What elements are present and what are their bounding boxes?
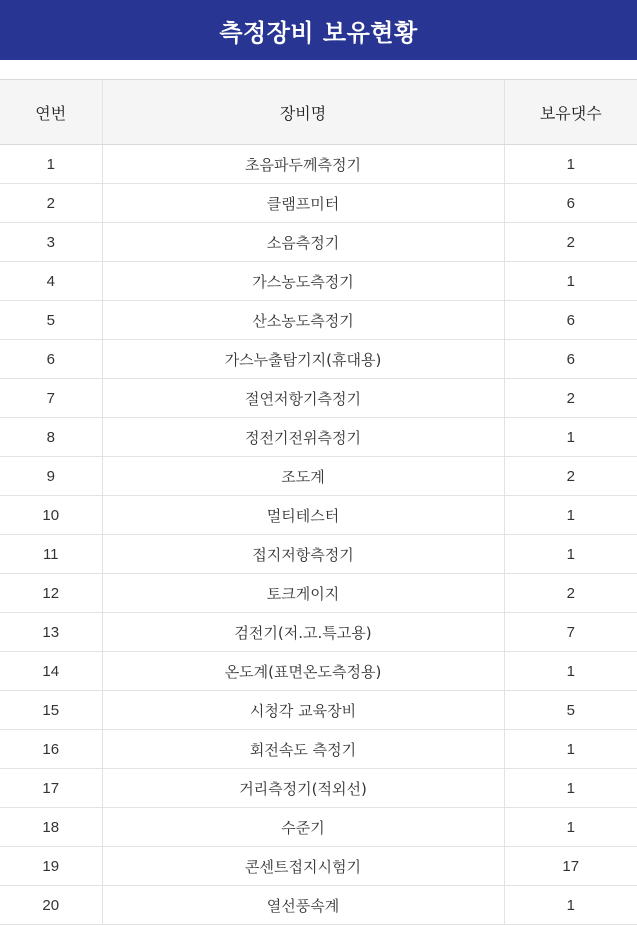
- cell-no: 7: [0, 379, 102, 418]
- cell-count: 2: [504, 223, 637, 262]
- cell-no: 9: [0, 457, 102, 496]
- cell-name: 토크게이지: [102, 574, 504, 613]
- cell-count: 2: [504, 574, 637, 613]
- cell-name: 접지저항측정기: [102, 535, 504, 574]
- cell-count: 6: [504, 184, 637, 223]
- table-row: [0, 262, 637, 301]
- table-row: [0, 340, 637, 379]
- cell-count: 1: [504, 535, 637, 574]
- table-body: [0, 145, 637, 925]
- cell-no: 1: [0, 145, 102, 184]
- cell-name: 온도계(표면온도측정용): [102, 652, 504, 691]
- table-row: [0, 613, 637, 652]
- cell-count: 17: [504, 847, 637, 886]
- cell-count: 1: [504, 496, 637, 535]
- cell-no: 20: [0, 886, 102, 925]
- cell-count: 1: [504, 262, 637, 301]
- cell-name: 소음측정기: [102, 223, 504, 262]
- header-name: 장비명: [102, 80, 504, 145]
- cell-name: 검전기(저.고.특고용): [102, 613, 504, 652]
- cell-count: 1: [504, 652, 637, 691]
- cell-no: 16: [0, 730, 102, 769]
- table-row: [0, 808, 637, 847]
- cell-name: 회전속도 측정기: [102, 730, 504, 769]
- cell-no: 2: [0, 184, 102, 223]
- cell-count: 1: [504, 769, 637, 808]
- cell-no: 10: [0, 496, 102, 535]
- cell-count: 6: [504, 301, 637, 340]
- table-row: [0, 652, 637, 691]
- table-row: [0, 184, 637, 223]
- cell-no: 15: [0, 691, 102, 730]
- cell-no: 11: [0, 535, 102, 574]
- cell-name: 열선풍속계: [102, 886, 504, 925]
- table-row: [0, 457, 637, 496]
- cell-name: 정전기전위측정기: [102, 418, 504, 457]
- cell-no: 8: [0, 418, 102, 457]
- header-no: 연번: [0, 80, 102, 145]
- cell-count: 2: [504, 457, 637, 496]
- table-row: [0, 418, 637, 457]
- cell-name: 조도계: [102, 457, 504, 496]
- cell-name: 시청각 교육장비: [102, 691, 504, 730]
- table-row: [0, 379, 637, 418]
- cell-name: 멀티테스터: [102, 496, 504, 535]
- cell-count: 1: [504, 730, 637, 769]
- table-row: [0, 886, 637, 925]
- cell-no: 12: [0, 574, 102, 613]
- cell-name: 가스농도측정기: [102, 262, 504, 301]
- cell-no: 4: [0, 262, 102, 301]
- cell-no: 13: [0, 613, 102, 652]
- table-row: [0, 691, 637, 730]
- table-row: [0, 301, 637, 340]
- cell-count: 1: [504, 418, 637, 457]
- table-row: [0, 535, 637, 574]
- cell-no: 6: [0, 340, 102, 379]
- page-title-banner: [0, 0, 637, 60]
- table-row: [0, 223, 637, 262]
- cell-count: 1: [504, 886, 637, 925]
- equipment-table: [0, 79, 637, 925]
- cell-name: 거리측정기(적외선): [102, 769, 504, 808]
- table-row: [0, 145, 637, 184]
- cell-no: 3: [0, 223, 102, 262]
- table-row: [0, 574, 637, 613]
- cell-no: 19: [0, 847, 102, 886]
- cell-count: 2: [504, 379, 637, 418]
- cell-count: 1: [504, 145, 637, 184]
- cell-no: 14: [0, 652, 102, 691]
- cell-no: 5: [0, 301, 102, 340]
- cell-no: 18: [0, 808, 102, 847]
- cell-name: 수준기: [102, 808, 504, 847]
- table-row: [0, 730, 637, 769]
- table-row: [0, 769, 637, 808]
- cell-name: 초음파두께측정기: [102, 145, 504, 184]
- cell-name: 클램프미터: [102, 184, 504, 223]
- cell-name: 가스누출탐기지(휴대용): [102, 340, 504, 379]
- cell-name: 콘센트접지시험기: [102, 847, 504, 886]
- table-row: [0, 847, 637, 886]
- cell-count: 1: [504, 808, 637, 847]
- cell-no: 17: [0, 769, 102, 808]
- table-header-row: [0, 80, 637, 145]
- table-row: [0, 496, 637, 535]
- page-title: 측정장비 보유현황: [219, 18, 418, 47]
- header-count: 보유댓수: [504, 80, 637, 145]
- cell-name: 산소농도측정기: [102, 301, 504, 340]
- cell-count: 7: [504, 613, 637, 652]
- cell-count: 5: [504, 691, 637, 730]
- cell-count: 6: [504, 340, 637, 379]
- cell-name: 절연저항기측정기: [102, 379, 504, 418]
